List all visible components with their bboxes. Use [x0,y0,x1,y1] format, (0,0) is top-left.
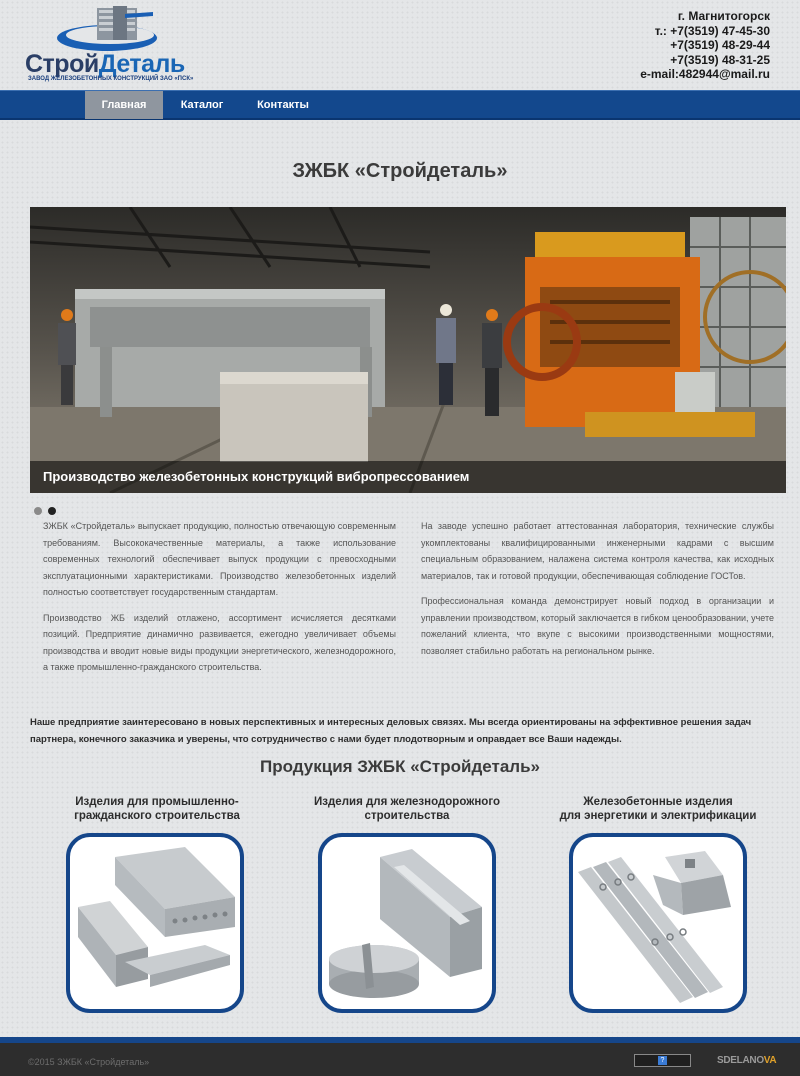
logo-subtitle: ЗАВОД ЖЕЛЕЗОБЕТОННЫХ КОНСТРУКЦИЙ ЗАО «ПСК» [28,76,194,82]
site-logo[interactable] [25,4,194,84]
developer-logo[interactable]: SDELANOVA [717,1055,777,1066]
product-image-frame[interactable] [318,833,496,1013]
product-image-frame[interactable] [569,833,747,1013]
phone-1: т.: +7(3519) 47-45-30 [654,23,770,38]
product-card-railway[interactable] [307,796,507,828]
site-header [0,0,800,90]
about-paragraph: ЗЖБК «Стройдеталь» выпускает продукцию, полностью отвечающую современным требованиям. Высококачественные материалы, а также использование современных технологий обеспечивает выпуск продукции с превосходными эксплуатационными характеристиками. Производство железобетонных изделий полностью соответствует государственным стандартам. [43,521,396,597]
help-icon: ? [658,1056,667,1065]
phone-3: +7(3519) 48-31-25 [670,52,770,67]
about-column-right [421,518,774,668]
slider-dot-2[interactable] [48,507,56,515]
slider-caption: Производство железобетонных конструкций вибропрессованием [30,461,786,493]
tray-and-ring-image [322,837,492,1009]
copyright-text: ©2015 ЗЖБК «Стройдеталь» [28,1057,150,1067]
header-contacts [640,9,770,82]
image-slider[interactable] [30,207,786,493]
about-paragraph: На заводе успешно работает аттестованная лаборатория, технические службы укомплектованы квалифицированными инженерными кадрами с высшим специальным образованием, налажена система контроля качества, как исходных материалов, так и готовой продукции, обеспечивающая соблюдение ГОСТов. [421,521,774,581]
factory-photo [30,207,786,493]
product-title[interactable]: Изделия для промышленно- гражданского строительства [74,796,240,822]
hollow-slab-image [70,837,240,1009]
product-image-frame[interactable] [66,833,244,1013]
products-title: Продукция ЗЖБК «Стройдеталь» [260,757,540,776]
product-card-energy[interactable] [558,796,758,828]
email-link[interactable]: e-mail:482944@mail.ru [640,67,770,81]
product-card-civil[interactable] [57,796,257,828]
product-title[interactable]: Железобетонные изделия для энергетики и электрификации [559,796,757,822]
lead-paragraph: Наше предприятие заинтересовано в новых перспективных и интересных деловых связях. Мы всегда ориентированы на эффективное решения задач партнера, конечного заказчика и уверены, что сотрудничество с нами будет плодотворным и оправдает все Ваши надежды. [30,717,752,745]
site-footer [0,1037,800,1076]
about-paragraph: Профессиональная команда демонстрирует новый подход в организации и управлении производством, который заключается в гибком ценообразовании, учете пожеланий клиента, что вкупе с высокими производственными мощностями, позволяет стабильно работать на региональном рынке. [421,596,774,656]
pillar-and-base-image [573,837,743,1009]
nav-item-catalog[interactable]: Каталог [180,99,224,111]
logo-building-icon [55,4,160,52]
about-column-left [43,518,396,685]
city-text: г. Магнитогорск [677,9,770,23]
about-paragraph: Производство ЖБ изделий отлажено, ассортимент исчисляется десятками позиций. Предприятие динамично развивается, ежегодно увеличивает объемы производства и вводит новые виды продукции энергетического, железнодорожного, а также промышленно-гражданского строительства. [43,612,396,672]
slider-dot-1[interactable] [34,507,42,515]
nav-item-home[interactable]: Главная [85,91,163,119]
nav-item-contacts[interactable]: Контакты [257,99,309,111]
logo-text: СтройДеталь [25,50,185,78]
main-navigation [0,90,800,120]
product-title[interactable]: Изделия для железнодорожного строительства [314,796,500,822]
page-title: ЗЖБК «Стройдеталь» [292,160,508,182]
counter-badge[interactable] [634,1054,691,1067]
phone-2: +7(3519) 48-29-44 [670,38,770,52]
